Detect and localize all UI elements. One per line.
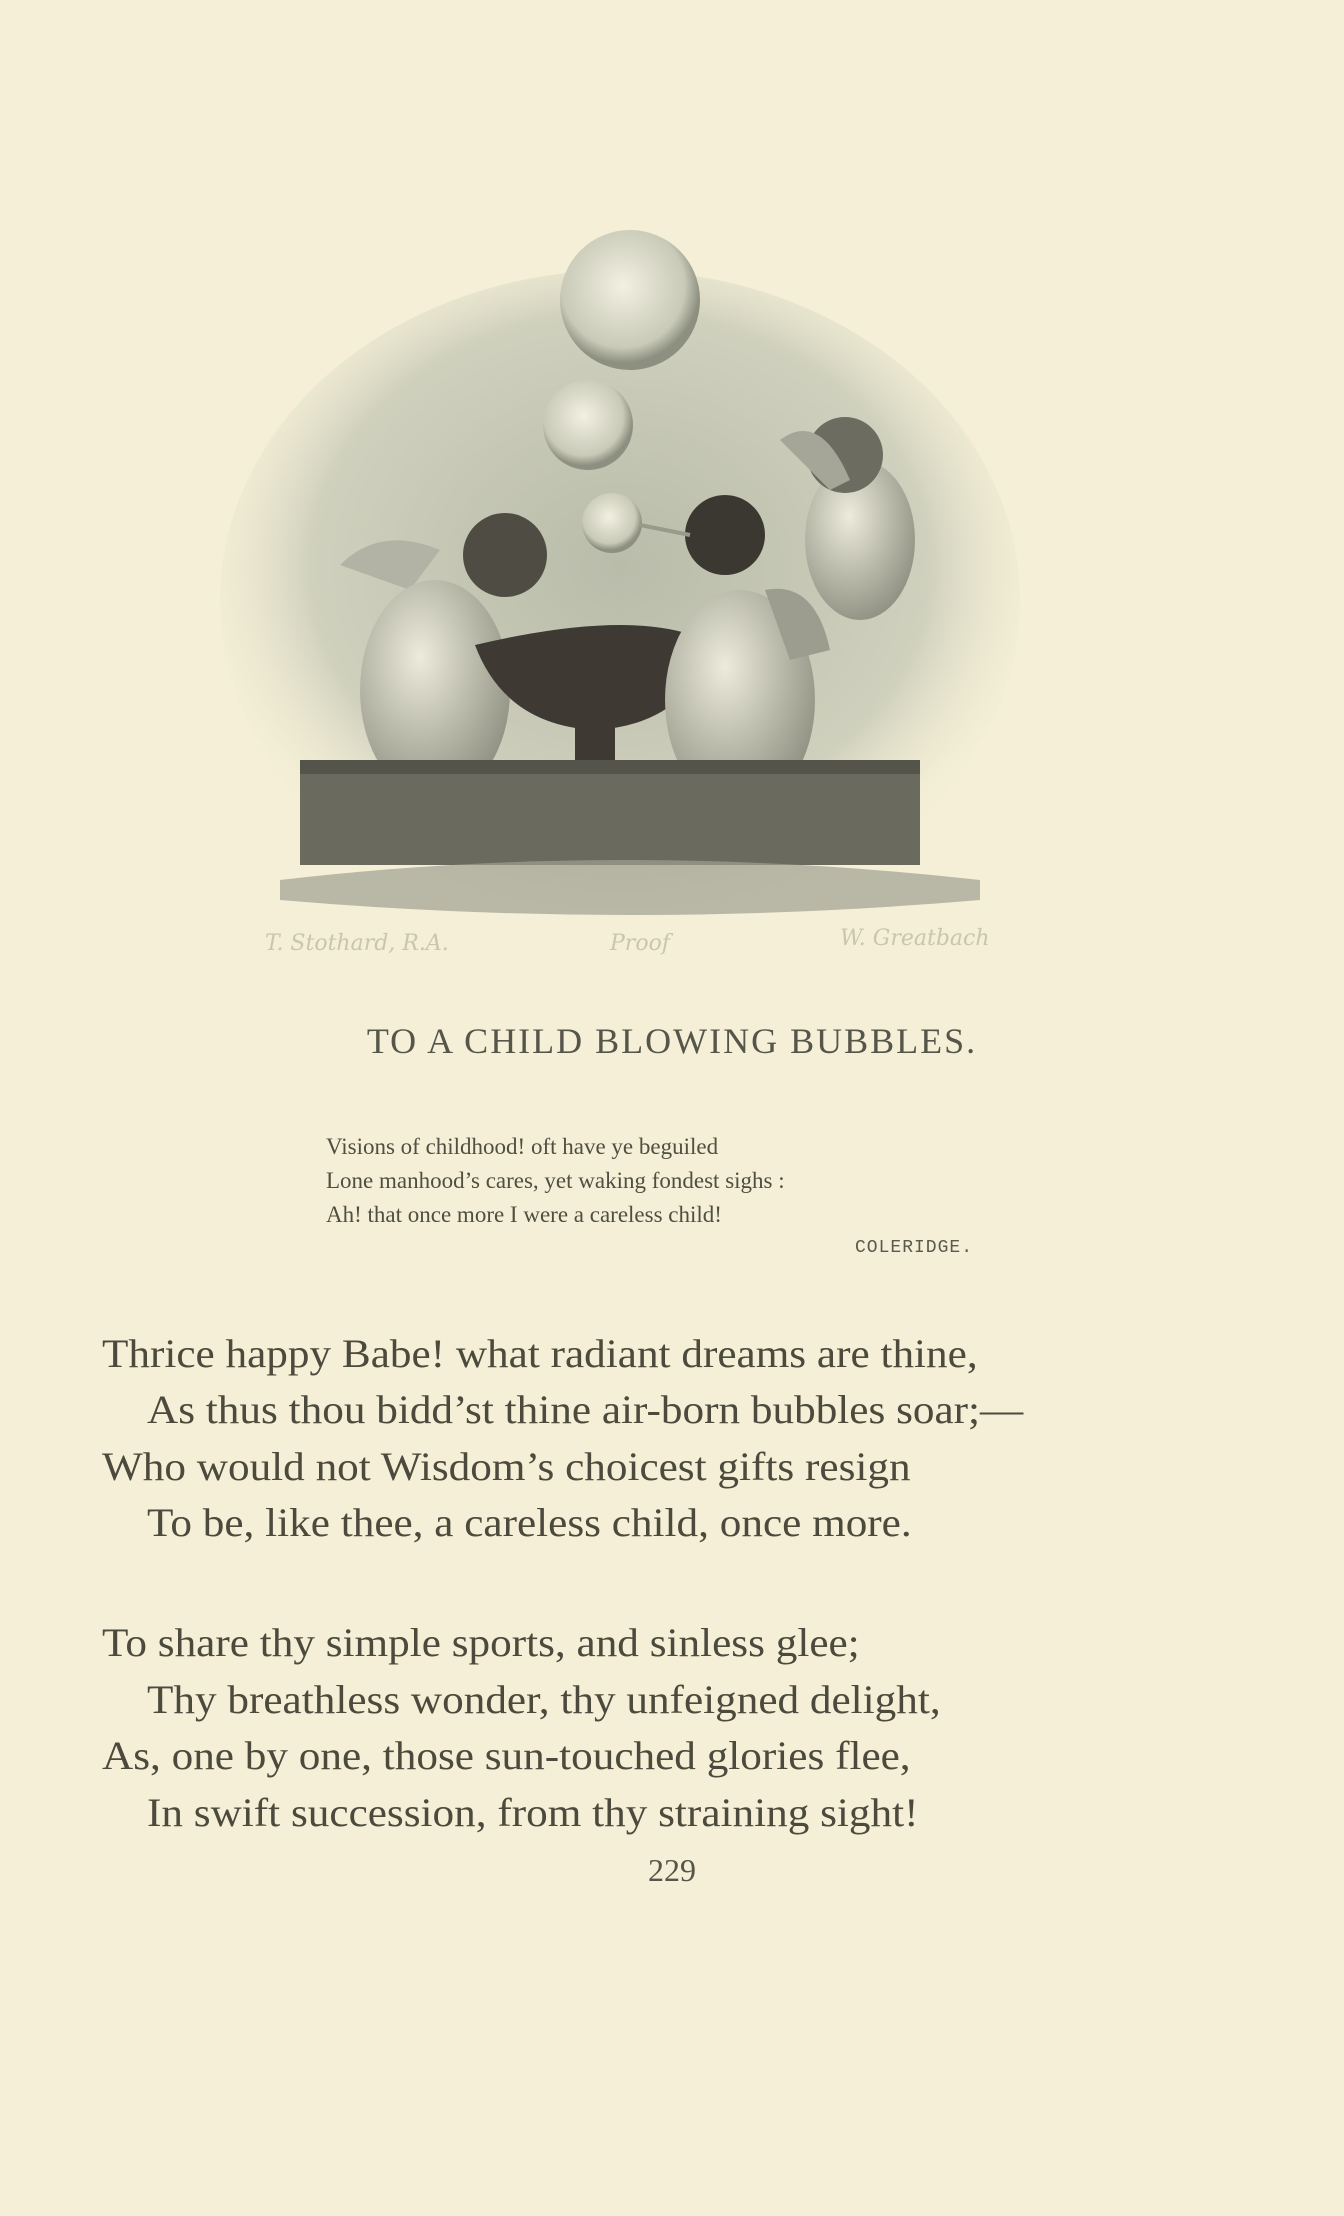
artist-credit: T. Stothard, R.A. bbox=[265, 931, 449, 956]
poem-title: TO A CHILD BLOWING BUBBLES. bbox=[366, 1021, 978, 1061]
poem-line: As, one by one, those sun-touched glories flee, bbox=[102, 1733, 911, 1778]
engraving-illustration bbox=[220, 180, 1020, 970]
poem-line: Who would not Wisdom’s choicest gifts resign bbox=[102, 1444, 911, 1489]
poem-line: Thrice happy Babe! what radiant dreams are thine, bbox=[102, 1331, 978, 1376]
poem-line: To share thy simple sports, and sinless glee; bbox=[102, 1620, 860, 1665]
poem-line: To be, like thee, a careless child, once more. bbox=[147, 1500, 912, 1545]
engraver-credit: W. Greatbach bbox=[840, 926, 990, 951]
page-number: 229 bbox=[648, 1852, 696, 1888]
bubble-large bbox=[560, 230, 700, 370]
bubble-medium bbox=[543, 380, 633, 470]
proof-mark: Proof bbox=[610, 931, 670, 956]
epigraph-line: Ah! that once more I were a careless child! bbox=[326, 1202, 722, 1227]
poem-line: As thus thou bidd’st thine air-born bubbles soar;— bbox=[147, 1387, 1024, 1432]
epigraph-attribution: COLERIDGE. bbox=[855, 1238, 974, 1258]
epigraph-line: Visions of childhood! oft have ye beguiled bbox=[326, 1134, 719, 1159]
epigraph-line: Lone manhood’s cares, yet waking fondest sighs : bbox=[326, 1168, 785, 1193]
poem-line: Thy breathless wonder, thy unfeigned delight, bbox=[147, 1677, 941, 1722]
bubble-small bbox=[582, 493, 642, 553]
poem-line: In swift succession, from thy straining sight! bbox=[147, 1790, 919, 1835]
